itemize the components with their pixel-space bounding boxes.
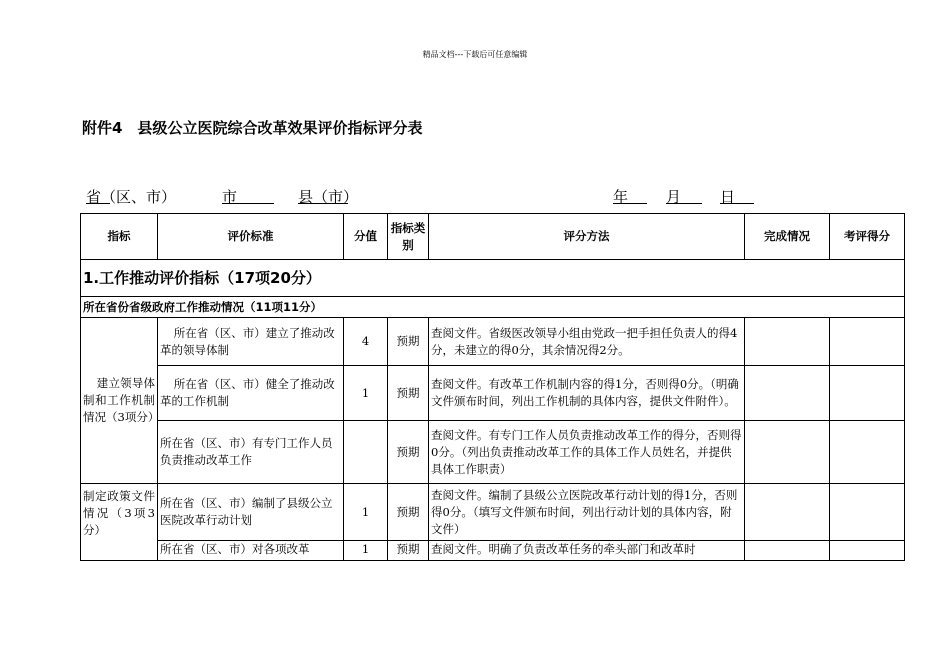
col-header-score: 分值 bbox=[344, 214, 388, 260]
category-cell: 预期 bbox=[388, 421, 429, 484]
score-cell: 1 bbox=[344, 541, 388, 561]
col-header-category: 指标类别 bbox=[388, 214, 429, 260]
standard-cell: 所在省（区、市）对各项改革 bbox=[158, 541, 344, 561]
month-label: 月 bbox=[666, 188, 682, 206]
section-title: 1.工作推动评价指标（17项20分） bbox=[81, 260, 905, 297]
method-cell: 查阅文件。有专门工作人员负责推动改革工作的得分，否则得0分。（列出负责推动改革工作的具体工作人员姓名，并提供具体工作职责） bbox=[429, 421, 745, 484]
score-cell bbox=[344, 421, 388, 484]
page-title: 附件4 县级公立医院综合改革效果评价指标评分表 bbox=[82, 119, 423, 137]
table-row bbox=[81, 421, 905, 484]
method-cell: 查阅文件。明确了负责改革任务的牵头部门和改革时 bbox=[429, 541, 745, 561]
method-cell: 查阅文件。有改革工作机制内容的得1分，否则得0分。（明确文件颁布时间，列出工作机制的具体内容，提供文件附件）。 bbox=[429, 366, 745, 421]
county-label: 县（市） bbox=[298, 188, 359, 206]
completion-cell[interactable] bbox=[745, 484, 830, 541]
evaluation-score-cell[interactable] bbox=[830, 318, 905, 366]
standard-cell: 所在省（区、市）有专门工作人员负责推动改革工作 bbox=[158, 421, 344, 484]
table-row bbox=[81, 318, 905, 366]
method-cell: 查阅文件。编制了县级公立医院改革行动计划的得1分，否则得0分。（填写文件颁布时间，列出行动计划的具体内容，附文件） bbox=[429, 484, 745, 541]
evaluation-score-cell[interactable] bbox=[830, 541, 905, 561]
completion-cell[interactable] bbox=[745, 541, 830, 561]
evaluation-score-cell[interactable] bbox=[830, 366, 905, 421]
score-cell: 1 bbox=[344, 484, 388, 541]
standard-cell: 所在省（区、市）编制了县级公立医院改革行动计划 bbox=[158, 484, 344, 541]
table-header-row bbox=[81, 214, 905, 260]
col-header-standard: 评价标准 bbox=[158, 214, 344, 260]
year-label: 年 bbox=[613, 188, 629, 206]
col-header-evaluation-score: 考评得分 bbox=[830, 214, 905, 260]
city-label: 市 bbox=[222, 188, 238, 206]
category-cell: 预期 bbox=[388, 541, 429, 561]
subsection-title: 所在省份省级政府工作推动情况（11项11分） bbox=[81, 297, 905, 318]
header-note: 精品文档---下载后可任意编辑 bbox=[422, 50, 528, 59]
standard-cell: 所在省（区、市）健全了推动改革的工作机制 bbox=[158, 366, 344, 421]
score-cell: 1 bbox=[344, 366, 388, 421]
score-cell: 4 bbox=[344, 318, 388, 366]
completion-cell[interactable] bbox=[745, 366, 830, 421]
evaluation-score-cell[interactable] bbox=[830, 421, 905, 484]
category-cell: 预期 bbox=[388, 484, 429, 541]
method-cell: 查阅文件。省级医改领导小组由党政一把手担任负责人的得4分，未建立的得0分，其余情况得2分。 bbox=[429, 318, 745, 366]
indicator-cell: 制定政策文件情况（3项3分） bbox=[81, 484, 158, 561]
standard-cell: 所在省（区、市）建立了推动改革的领导体制 bbox=[158, 318, 344, 366]
evaluation-score-cell[interactable] bbox=[830, 484, 905, 541]
completion-cell[interactable] bbox=[745, 421, 830, 484]
completion-cell[interactable] bbox=[745, 318, 830, 366]
col-header-method: 评分方法 bbox=[429, 214, 745, 260]
location-date-line bbox=[82, 186, 882, 208]
table-row bbox=[81, 366, 905, 421]
col-header-completion: 完成情况 bbox=[745, 214, 830, 260]
indicator-cell: 建立领导体制和工作机制情况（3项分） bbox=[81, 318, 158, 484]
evaluation-table bbox=[80, 213, 905, 561]
category-cell: 预期 bbox=[388, 318, 429, 366]
category-cell: 预期 bbox=[388, 366, 429, 421]
col-header-indicator: 指标 bbox=[81, 214, 158, 260]
province-label: 省（区、市） bbox=[86, 188, 177, 206]
table-row bbox=[81, 541, 905, 561]
table-row bbox=[81, 484, 905, 541]
day-label: 日 bbox=[720, 188, 736, 206]
